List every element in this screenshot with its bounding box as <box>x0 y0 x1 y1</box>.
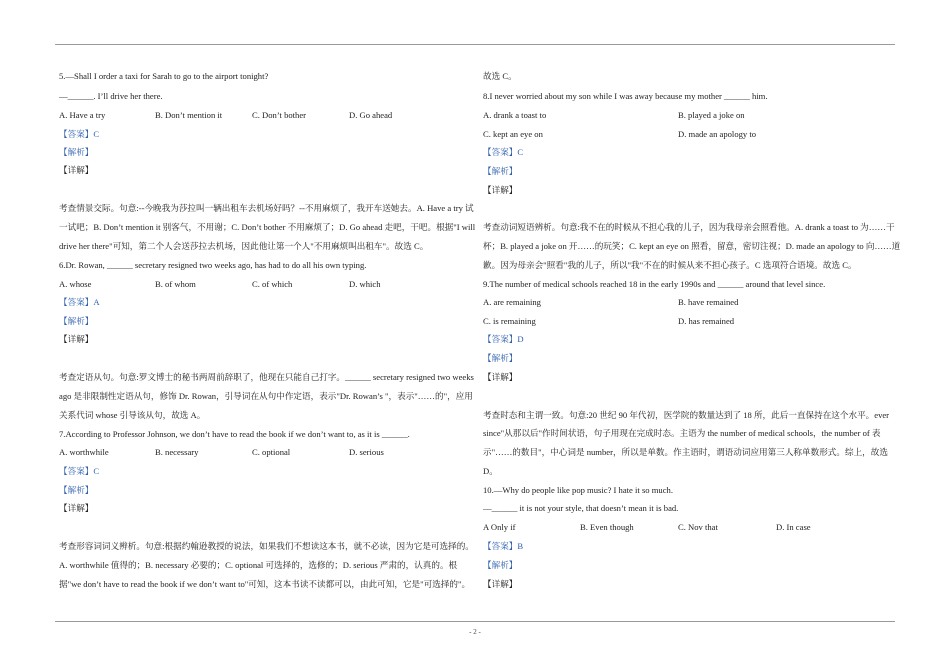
q6-exp-3: 关系代词 whose 引导该从句，故选 A。 <box>59 410 206 420</box>
q8-exp-1: 考查动词短语辨析。句意:我不在的时候从不担心我的儿子，因为我母亲会照看他。A. drank a toast to 为……干 <box>483 222 895 232</box>
q10-option-a: A Only if <box>483 522 516 532</box>
q9-analysis: 【解析】 <box>483 353 518 363</box>
q9-option-c: C. is remaining <box>483 316 536 326</box>
q5-option-d: D. Go ahead <box>349 110 393 120</box>
q5-exp-1: 考查情景交际。句意:--今晚我为莎拉叫一辆出租车去机场好吗？--不用麻烦了，我开车送她去。A. Have a try 试 <box>59 203 474 213</box>
q9-detail: 【详解】 <box>483 372 518 382</box>
q7-option-b: B. necessary <box>155 447 199 457</box>
q7-option-d: D. serious <box>349 447 384 457</box>
q9-exp-3: 示"……的数目"，中心词是 number，所以是单数。作主语时，谓语动词应用第三人称单数形式。综上，故选 <box>483 447 888 457</box>
q8-option-b: B. played a joke on <box>678 110 745 120</box>
q6-stem: 6.Dr. Rowan, ______ secretary resigned two weeks ago, has had to do all his own typing. <box>59 260 367 270</box>
q8-exp-2: 杯；B. played a joke on 开……的玩笑；C. kept an eye on 照看，留意，密切注视；D. made an apology to 向……道 <box>483 241 901 251</box>
q9-option-d: D. has remained <box>678 316 735 326</box>
q7-detail: 【详解】 <box>59 503 94 513</box>
q6-option-b: B. of whom <box>155 279 196 289</box>
q6-option-a: A. whose <box>59 279 92 289</box>
q5-analysis: 【解析】 <box>59 147 94 157</box>
q9-option-b: B. have remained <box>678 297 739 307</box>
q6-exp-1: 考查定语从句。句意:罗文博士的秘书两周前辞职了，他现在只能自己打字。______ secretary resigned two weeks <box>59 372 474 382</box>
q9-answer: 【答案】D <box>483 334 524 344</box>
q8-option-a: A. drank a toast to <box>483 110 547 120</box>
q8-stem: 8.I never worried about my son while I was away because my mother ______ him. <box>483 91 768 101</box>
q6-option-c: C. of which <box>252 279 293 289</box>
q8-answer: 【答案】C <box>483 147 524 157</box>
q5-option-a: A. Have a try <box>59 110 106 120</box>
q5-option-c: C. Don’t bother <box>252 110 307 120</box>
q7-conclusion: 故选 C。 <box>483 71 517 81</box>
q10-analysis: 【解析】 <box>483 560 518 570</box>
q7-analysis: 【解析】 <box>59 485 94 495</box>
q9-exp-1: 考查时态和主谓一致。句意:20 世纪 90 年代初，医学院的数量达到了 18 所，此后一直保持在这个水平。ever <box>483 410 890 420</box>
q7-stem: 7.According to Professor Johnson, we don’t have to read the book if we don’t want to, as it is ______. <box>59 429 410 439</box>
q7-option-c: C. optional <box>252 447 291 457</box>
q9-exp-4: D。 <box>483 466 498 476</box>
q8-exp-3: 歉。因为母亲会"照看"我的儿子，所以"我"不在的时候从来不担心孩子。C 选项符合语境。故选 C。 <box>483 260 857 270</box>
q5-stem: 5.—Shall I order a taxi for Sarah to go to the airport tonight? <box>59 71 269 81</box>
q10-option-b: B. Even though <box>580 522 634 532</box>
q10-option-d: D. In case <box>776 522 811 532</box>
q10-answer: 【答案】B <box>483 541 524 551</box>
q7-exp-3: 据"we don’t have to read the book if we don’t want to"可知，这本书读不读都可以，由此可知，它是"可选择的"。 <box>59 579 471 589</box>
q7-exp-1: 考查形容词词义辨析。句意:根据约翰逊教授的说法，如果我们不想读这本书，就不必读，因为它是可选择的。 <box>59 541 474 551</box>
q5-option-b: B. Don’t mention it <box>155 110 223 120</box>
q6-exp-2: ago 是非限制性定语从句，修饰 Dr. Rowan，引导词在从句中作定语，表示"Dr. Rowan’s "，表示"……的"，应用 <box>59 391 473 401</box>
q5-stem-2: —______. I’ll drive her there. <box>59 91 163 101</box>
q5-exp-3: drive her there"可知，第二个人会送莎拉去机场，因此他让第一个人"不用麻烦叫出租车"。故选 C。 <box>59 241 429 251</box>
q8-option-c: C. kept an eye on <box>483 129 543 139</box>
q7-option-a: A. worthwhile <box>59 447 109 457</box>
q9-stem: 9.The number of medical schools reached 18 in the early 1990s and ______ around that level since. <box>483 279 826 289</box>
q5-answer: 【答案】C <box>59 129 100 139</box>
q10-detail: 【详解】 <box>483 579 518 589</box>
q10-option-c: C. Nov that <box>678 522 718 532</box>
q10-stem-2: —______ it is not your style, that doesn’t mean it is bad. <box>483 503 679 513</box>
q8-analysis: 【解析】 <box>483 166 518 176</box>
q6-detail: 【详解】 <box>59 334 94 344</box>
q7-exp-2: A. worthwhile 值得的；B. necessary 必要的；C. optional 可选择的，选修的；D. serious 严肃的，认真的。根 <box>59 560 458 570</box>
q5-exp-2: 一试吧；B. Don’t mention it 别客气，不用谢；C. Don’t bother 不用麻烦了；D. Go ahead 走吧，干吧。根据"I will <box>59 222 476 232</box>
q6-answer: 【答案】A <box>59 297 100 307</box>
footer-rule <box>55 621 895 622</box>
q7-answer: 【答案】C <box>59 466 100 476</box>
q9-option-a: A. are remaining <box>483 297 541 307</box>
q8-detail: 【详解】 <box>483 185 518 195</box>
q9-exp-2: since"从那以后"作时间状语，句子用现在完成时态。主语为 the number of medical schools，the number of 表 <box>483 428 881 438</box>
q6-analysis: 【解析】 <box>59 316 94 326</box>
page-number: - 2 - <box>469 628 481 636</box>
q8-option-d: D. made an apology to <box>678 129 757 139</box>
q10-stem: 10.—Why do people like pop music? I hate it so much. <box>483 485 673 495</box>
header-rule <box>55 44 895 45</box>
q6-option-d: D. which <box>349 279 381 289</box>
q5-detail: 【详解】 <box>59 165 94 175</box>
